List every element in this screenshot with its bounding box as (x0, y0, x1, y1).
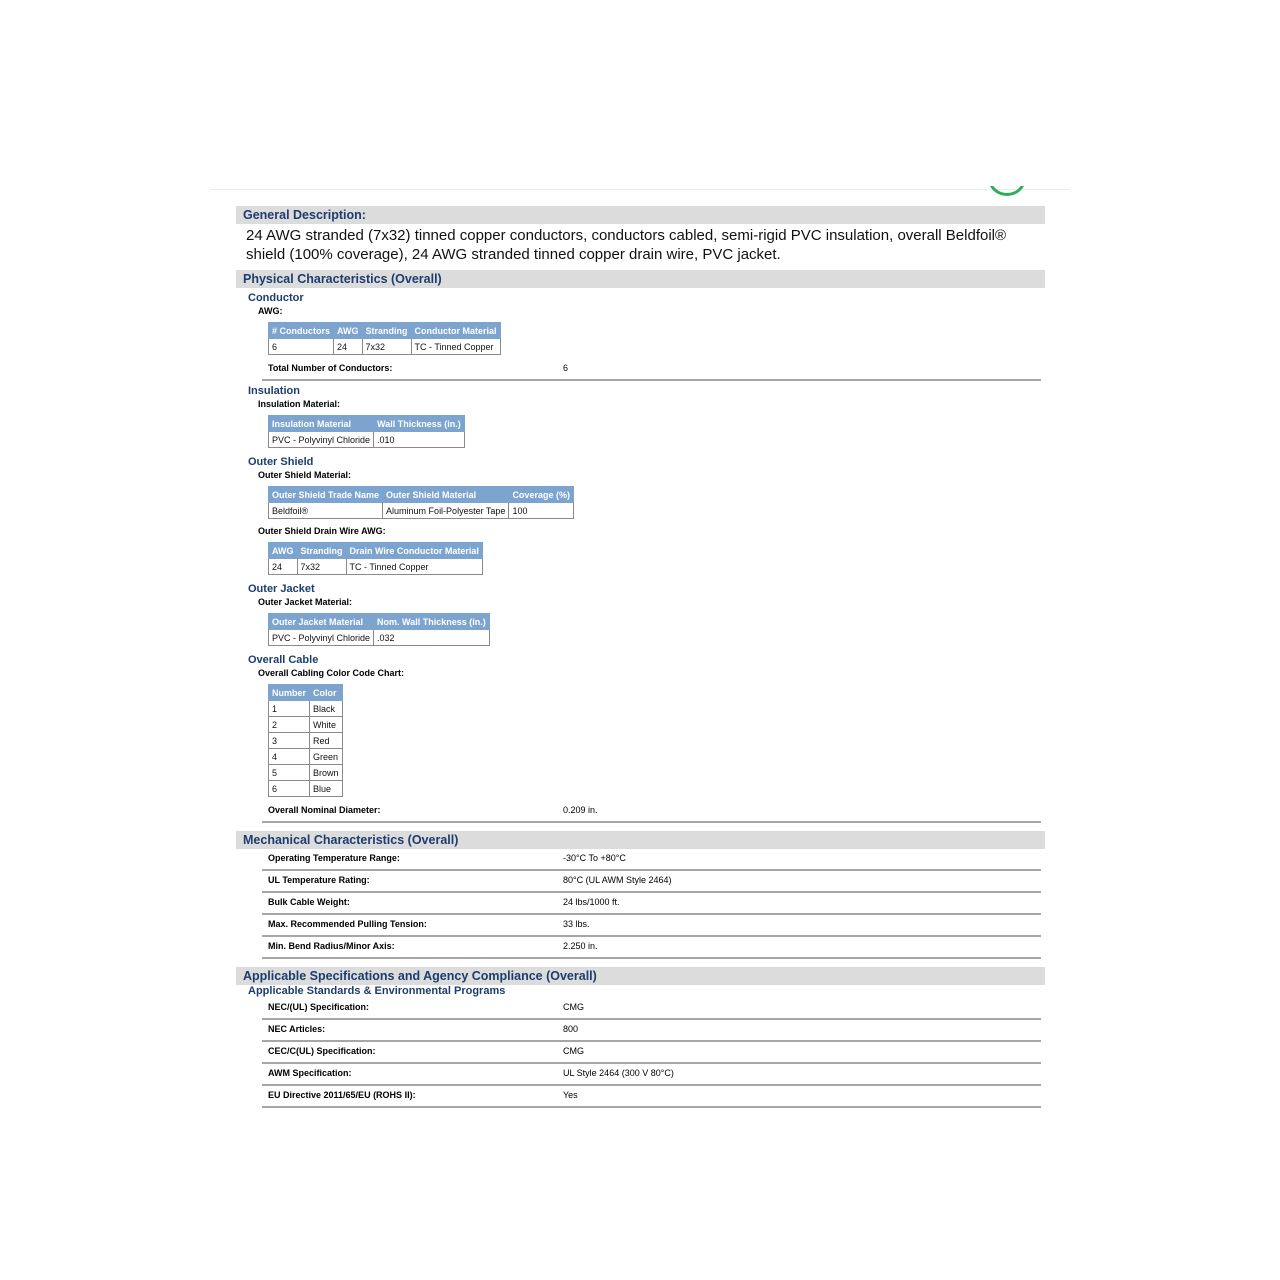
table-cell: Beldfoil® (269, 503, 383, 519)
mechanical-value: 2.250 in. (563, 941, 598, 951)
insulation-heading: Insulation (248, 385, 300, 397)
awg-label: AWG: (258, 306, 283, 316)
table-cell: Red (310, 733, 343, 749)
table-header: Outer Jacket Material (269, 614, 374, 630)
spec-row (262, 998, 1041, 1020)
insulation-material-label: Insulation Material: (258, 399, 341, 409)
table-header: Color (310, 685, 343, 701)
spec-label: NEC Articles: (268, 1024, 326, 1034)
table-cell: PVC - Polyvinyl Chloride (269, 630, 374, 646)
table-row (269, 339, 501, 355)
table-cell: 4 (269, 749, 310, 765)
table-header: Insulation Material (269, 416, 374, 432)
overall-diameter-label: Overall Nominal Diameter: (268, 805, 381, 815)
table-header: # Conductors (269, 323, 334, 339)
conductor-table (268, 322, 501, 355)
table-cell: 24 (269, 559, 298, 575)
general-description-text: 24 AWG stranded (7x32) tinned copper conductors, conductors cabled, semi-rigid PVC insulation, overall Beldfoil® shield (100% coverage), 24 AWG stranded tinned copper drain wire, PVC jacket. (246, 227, 1007, 263)
table-cell: White (310, 717, 343, 733)
total-conductors-label: Total Number of Conductors: (268, 363, 393, 373)
table-cell: 7x32 (297, 559, 346, 575)
overall-cable-heading: Overall Cable (248, 654, 319, 666)
spec-label: NEC/(UL) Specification: (268, 1002, 370, 1012)
table-header: Outer Shield Material (383, 487, 509, 503)
table-header: Stranding (297, 543, 346, 559)
outer-jacket-material-label: Outer Jacket Material: (258, 597, 353, 607)
table-cell: Aluminum Foil-Polyester Tape (383, 503, 509, 519)
mechanical-label: UL Temperature Rating: (268, 875, 370, 885)
spec-row (262, 1086, 1041, 1108)
mechanical-value: -30°C To +80°C (563, 853, 626, 863)
table-row (269, 503, 574, 519)
mechanical-row (262, 871, 1041, 893)
table-header: Conductor Material (411, 323, 500, 339)
spec-row (262, 1064, 1041, 1086)
specifications-header: Applicable Specifications and Agency Compliance (Overall) (236, 967, 1045, 985)
table-cell: 7x32 (362, 339, 411, 355)
table-cell: 5 (269, 765, 310, 781)
spec-value: CMG (563, 1046, 584, 1056)
table-row (269, 432, 465, 448)
spec-value: 800 (563, 1024, 579, 1034)
table-header: Nom. Wall Thickness (in.) (374, 614, 490, 630)
outer-shield-heading: Outer Shield (248, 456, 314, 468)
spec-row (262, 1042, 1041, 1064)
overall-diameter-value: 0.209 in. (563, 805, 598, 815)
total-conductors-row (262, 359, 1041, 381)
table-cell: TC - Tinned Copper (346, 559, 482, 575)
general-description-header: General Description: (236, 206, 1045, 224)
outer-shield-material-label: Outer Shield Material: (258, 470, 352, 480)
table-cell: 2 (269, 717, 310, 733)
overall-diameter-row (262, 801, 1041, 823)
table-cell: 100 (509, 503, 574, 519)
mechanical-row (262, 849, 1041, 871)
table-header: Stranding (362, 323, 411, 339)
standards-subheading: Applicable Standards & Environmental Programs (248, 985, 506, 997)
spec-value: Yes (563, 1090, 578, 1100)
table-row (269, 765, 343, 781)
table-cell: 24 (334, 339, 363, 355)
table-cell: Green (310, 749, 343, 765)
table-row (269, 559, 483, 575)
spec-row (262, 1020, 1041, 1042)
mechanical-row (262, 893, 1041, 915)
table-row (269, 733, 343, 749)
page-header-divider (210, 189, 1070, 190)
logo-icon (988, 160, 1026, 196)
mechanical-characteristics-header: Mechanical Characteristics (Overall) (236, 831, 1045, 849)
table-header: Drain Wire Conductor Material (346, 543, 482, 559)
table-header: Number (269, 685, 310, 701)
color-code-table (268, 684, 343, 797)
table-cell: TC - Tinned Copper (411, 339, 500, 355)
conductor-heading: Conductor (248, 292, 304, 304)
drain-wire-table (268, 542, 483, 575)
mechanical-label: Bulk Cable Weight: (268, 897, 350, 907)
mechanical-value: 80°C (UL AWM Style 2464) (563, 875, 672, 885)
table-cell: 3 (269, 733, 310, 749)
total-conductors-value: 6 (563, 363, 569, 373)
table-row (269, 630, 490, 646)
mechanical-value: 24 lbs/1000 ft. (563, 897, 620, 907)
table-cell: .032 (374, 630, 490, 646)
physical-characteristics-header: Physical Characteristics (Overall) (236, 270, 1045, 288)
table-cell: 6 (269, 339, 334, 355)
mechanical-label: Operating Temperature Range: (268, 853, 400, 863)
table-cell: Black (310, 701, 343, 717)
outer-jacket-table (268, 613, 490, 646)
table-cell: 6 (269, 781, 310, 797)
table-header: Outer Shield Trade Name (269, 487, 383, 503)
mechanical-label: Min. Bend Radius/Minor Axis: (268, 941, 395, 951)
table-header: Coverage (%) (509, 487, 574, 503)
spec-value: UL Style 2464 (300 V 80°C) (563, 1068, 674, 1078)
mechanical-row (262, 915, 1041, 937)
outer-jacket-heading: Outer Jacket (248, 583, 315, 595)
table-row (269, 717, 343, 733)
drain-wire-label: Outer Shield Drain Wire AWG: (258, 526, 386, 536)
datasheet-content (236, 206, 1045, 1108)
table-row (269, 701, 343, 717)
insulation-table (268, 415, 465, 448)
table-cell: Blue (310, 781, 343, 797)
spec-label: AWM Specification: (268, 1068, 352, 1078)
table-cell: .010 (374, 432, 465, 448)
outer-shield-table (268, 486, 574, 519)
table-row (269, 749, 343, 765)
mechanical-value: 33 lbs. (563, 919, 590, 929)
table-row (269, 781, 343, 797)
color-code-chart-label: Overall Cabling Color Code Chart: (258, 668, 405, 678)
table-header: AWG (334, 323, 363, 339)
table-header: AWG (269, 543, 298, 559)
mechanical-label: Max. Recommended Pulling Tension: (268, 919, 427, 929)
mechanical-row (262, 937, 1041, 959)
spec-value: CMG (563, 1002, 584, 1012)
spec-label: EU Directive 2011/65/EU (ROHS II): (268, 1090, 416, 1100)
table-cell: 1 (269, 701, 310, 717)
table-header: Wall Thickness (in.) (374, 416, 465, 432)
table-cell: Brown (310, 765, 343, 781)
table-cell: PVC - Polyvinyl Chloride (269, 432, 374, 448)
spec-label: CEC/C(UL) Specification: (268, 1046, 376, 1056)
